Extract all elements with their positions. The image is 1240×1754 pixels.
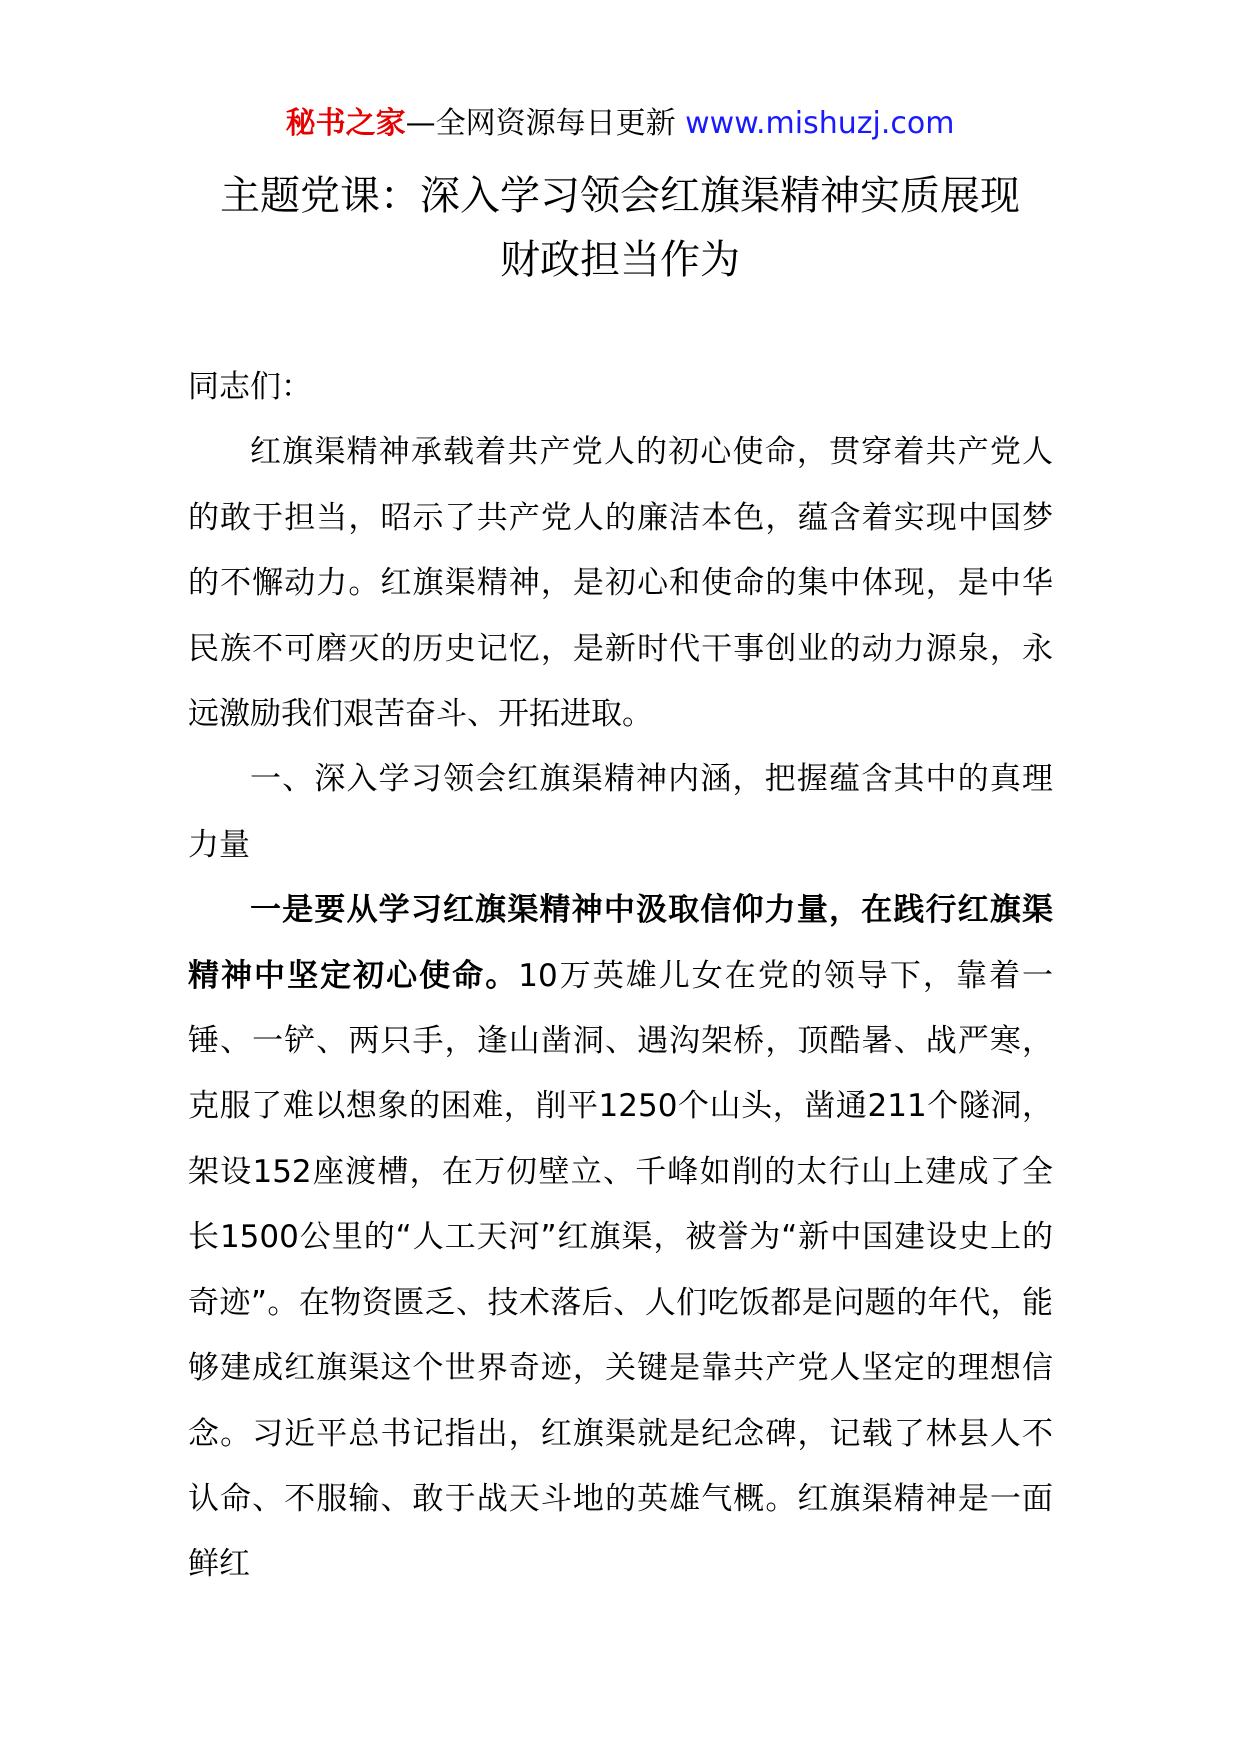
paragraph-point-1 — [188, 878, 1053, 1597]
paragraph-intro: 红旗渠精神承载着共产党人的初心使命，贯穿着共产党人的敢于担当，昭示了共产党人的廉洁本色，蕴含着实现中国梦的不懈动力。红旗渠精神，是初心和使命的集中体现，是中华民族不可磨灭的历史记忆，是新时代干事创业的动力源泉，永远激励我们艰苦奋斗、开拓进取。 — [188, 434, 1053, 733]
title-line-2: 财政担当作为 — [500, 237, 740, 283]
section-heading-1: 一、深入学习领会红旗渠精神内涵，把握蕴含其中的真理力量 — [188, 761, 1053, 863]
document-title — [150, 164, 1090, 292]
site-header — [0, 100, 1240, 148]
point-1-lead: 一是要从学习红旗渠精神中汲取信仰力量，在践行红旗渠精神中坚定初心使命。 — [188, 892, 1053, 994]
title-line-1: 主题党课：深入学习领会红旗渠精神实质展现 — [220, 173, 1020, 219]
document-body — [188, 355, 1053, 1598]
site-url[interactable]: www.mishuzj.com — [685, 106, 955, 141]
salutation: 同志们： — [188, 369, 312, 405]
point-1-text: 10万英雄儿女在党的领导下，靠着一锤、一铲、两只手，逢山凿洞、遇沟架桥，顶酷暑、战严寒，克服了难以想象的困难，削平1250个山头，凿通211个隧洞，架设152座渡槽，在万仞壁立、千峰如削的太行山上建成了全长1500公里的“人工天河”红旗渠，被誉为“新中国建设史上的奇迹”。在物资匮乏、技术落后、人们吃饭都是问题的年代，能够建成红旗渠这个世界奇迹，关键是靠共产党人坚定的理想信念。习近平总书记指出，红旗渠就是纪念碑，记载了林县人不认命、不服输、敢于战天斗地的英雄气概。红旗渠精神是一面鲜红 — [188, 957, 1053, 1583]
brand-name: 秘书之家 — [285, 106, 406, 141]
header-tagline: —全网资源每日更新 — [405, 106, 686, 141]
